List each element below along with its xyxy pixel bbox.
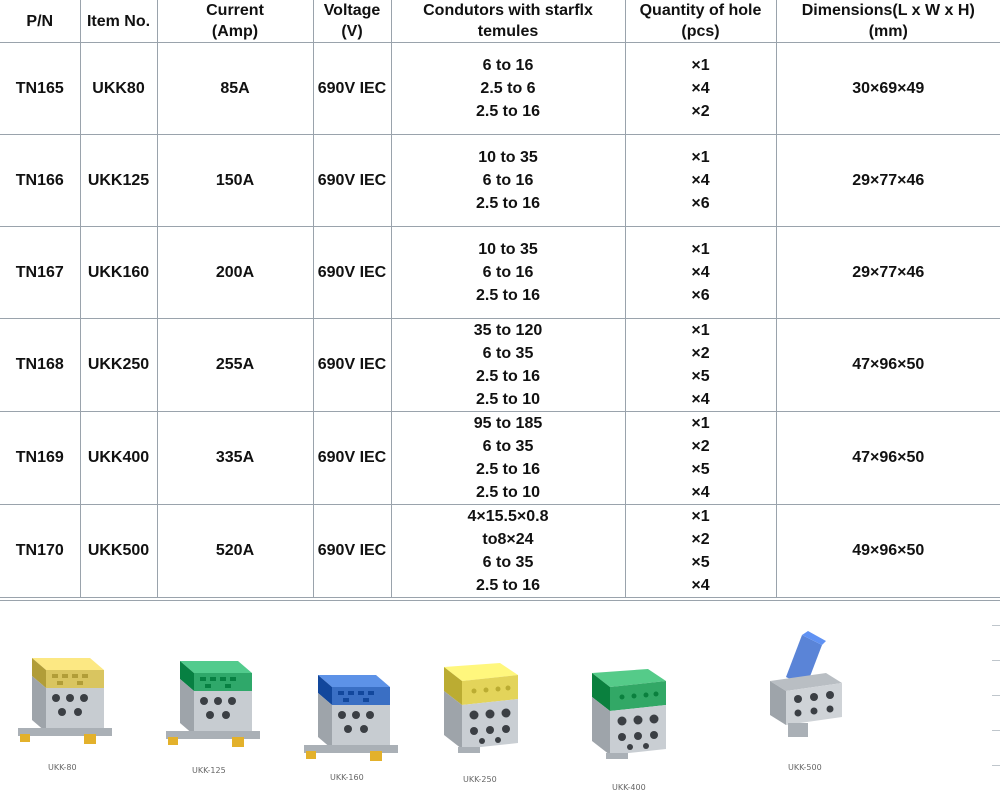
cell-conductors-line: 2.5 to 10 [475, 391, 541, 408]
table-row [0, 43, 1000, 135]
cell-current: 255A [157, 319, 313, 412]
product-caption: UKK-500 [788, 763, 822, 772]
product-image [12, 636, 112, 754]
cell-holes-line: ×2 [691, 345, 710, 362]
cell-current: 150A [157, 135, 313, 227]
cell-item-no: UKK125 [80, 135, 157, 227]
product-image [764, 629, 854, 754]
cell-item-no: UKK80 [80, 43, 157, 135]
cell-holes-line: ×6 [691, 195, 710, 212]
cell-conductors-line: 6 to 16 [482, 264, 534, 281]
cell-holes-line: ×4 [691, 484, 710, 501]
cell-holes-line: ×6 [691, 287, 710, 304]
cell-conductors-line: 2.5 to 6 [480, 80, 536, 97]
product-image [438, 653, 523, 763]
table-row [0, 505, 1000, 598]
cell-holes-line: ×4 [691, 577, 710, 594]
cell-conductors [391, 43, 625, 135]
cell-holes-line: ×1 [691, 241, 710, 258]
cell-voltage: 690V IEC [313, 135, 391, 227]
cell-holes [625, 227, 776, 319]
cell-conductors [391, 412, 625, 505]
product-caption: UKK-400 [612, 783, 646, 792]
table-row [0, 412, 1000, 505]
cell-dimensions: 30×69×49 [776, 43, 1000, 135]
cell-pn: TN167 [0, 227, 80, 319]
product-caption: UKK-80 [48, 763, 77, 772]
product-image [586, 659, 671, 769]
cell-holes-line: ×5 [691, 461, 710, 478]
cell-holes [625, 505, 776, 598]
cell-current: 335A [157, 412, 313, 505]
cell-holes-line: ×1 [691, 415, 710, 432]
cell-conductors-line: 6 to 16 [482, 57, 534, 74]
cell-holes [625, 135, 776, 227]
cell-conductors-line: 6 to 16 [482, 172, 534, 189]
cell-conductors-line: 2.5 to 16 [475, 368, 541, 385]
header-dimensions: Dimensions(L x W x H) (mm) [776, 0, 1000, 43]
cell-dimensions: 47×96×50 [776, 412, 1000, 505]
cell-conductors-line: 35 to 120 [473, 322, 543, 339]
header-voltage: Voltage (V) [313, 0, 391, 43]
cell-conductors-line: 2.5 to 16 [475, 103, 541, 120]
cell-voltage: 690V IEC [313, 319, 391, 412]
cell-voltage: 690V IEC [313, 505, 391, 598]
product-photos [0, 600, 1000, 801]
cell-holes-line: ×5 [691, 554, 710, 571]
cell-holes-line: ×1 [691, 57, 710, 74]
cell-pn: TN170 [0, 505, 80, 598]
cell-holes-line: ×4 [691, 80, 710, 97]
cell-dimensions: 29×77×46 [776, 227, 1000, 319]
cell-conductors-line: to8×24 [482, 531, 534, 548]
header-row [0, 0, 1000, 43]
cell-conductors [391, 505, 625, 598]
cell-conductors-line: 95 to 185 [473, 415, 543, 432]
cell-item-no: UKK400 [80, 412, 157, 505]
cell-holes-line: ×1 [691, 322, 710, 339]
cell-current: 200A [157, 227, 313, 319]
cell-item-no: UKK160 [80, 227, 157, 319]
cell-holes-line: ×2 [691, 531, 710, 548]
cell-conductors-line: 10 to 35 [478, 149, 538, 166]
edge-marks [990, 605, 1000, 795]
cell-conductors-line: 6 to 35 [482, 345, 534, 362]
cell-conductors-line: 6 to 35 [482, 438, 534, 455]
cell-conductors-line: 4×15.5×0.8 [467, 508, 549, 525]
cell-conductors-line: 2.5 to 16 [475, 195, 541, 212]
cell-holes [625, 43, 776, 135]
header-pn: P/N [0, 0, 80, 43]
cell-conductors [391, 319, 625, 412]
cell-item-no: UKK500 [80, 505, 157, 598]
table-row [0, 319, 1000, 412]
cell-holes [625, 412, 776, 505]
product-image [298, 653, 398, 771]
cell-conductors [391, 135, 625, 227]
cell-conductors-line: 6 to 35 [482, 554, 534, 571]
header-conductors: Condutors with starflx temules [391, 0, 625, 43]
cell-pn: TN166 [0, 135, 80, 227]
cell-voltage: 690V IEC [313, 43, 391, 135]
cell-holes-line: ×2 [691, 438, 710, 455]
cell-dimensions: 49×96×50 [776, 505, 1000, 598]
cell-conductors-line: 2.5 to 10 [475, 484, 541, 501]
table-row [0, 135, 1000, 227]
cell-holes [625, 319, 776, 412]
cell-item-no: UKK250 [80, 319, 157, 412]
header-current: Current (Amp) [157, 0, 313, 43]
cell-conductors-line: 2.5 to 16 [475, 577, 541, 594]
cell-holes-line: ×4 [691, 391, 710, 408]
header-item-no: Item No. [80, 0, 157, 43]
cell-holes-line: ×2 [691, 103, 710, 120]
product-caption: UKK-250 [463, 775, 497, 784]
cell-holes-line: ×4 [691, 264, 710, 281]
header-holes: Quantity of hole (pcs) [625, 0, 776, 43]
cell-holes-line: ×1 [691, 149, 710, 166]
cell-voltage: 690V IEC [313, 412, 391, 505]
product-caption: UKK-160 [330, 773, 364, 782]
cell-holes-line: ×5 [691, 368, 710, 385]
cell-pn: TN165 [0, 43, 80, 135]
cell-holes-line: ×4 [691, 172, 710, 189]
product-caption: UKK-125 [192, 766, 226, 775]
cell-voltage: 690V IEC [313, 227, 391, 319]
cell-conductors-line: 2.5 to 16 [475, 461, 541, 478]
cell-conductors-line: 10 to 35 [478, 241, 538, 258]
cell-dimensions: 47×96×50 [776, 319, 1000, 412]
cell-dimensions: 29×77×46 [776, 135, 1000, 227]
cell-pn: TN169 [0, 412, 80, 505]
cell-conductors-line: 2.5 to 16 [475, 287, 541, 304]
cell-conductors [391, 227, 625, 319]
cell-pn: TN168 [0, 319, 80, 412]
cell-current: 520A [157, 505, 313, 598]
table-row [0, 227, 1000, 319]
product-image [160, 639, 260, 757]
cell-holes-line: ×1 [691, 508, 710, 525]
cell-current: 85A [157, 43, 313, 135]
